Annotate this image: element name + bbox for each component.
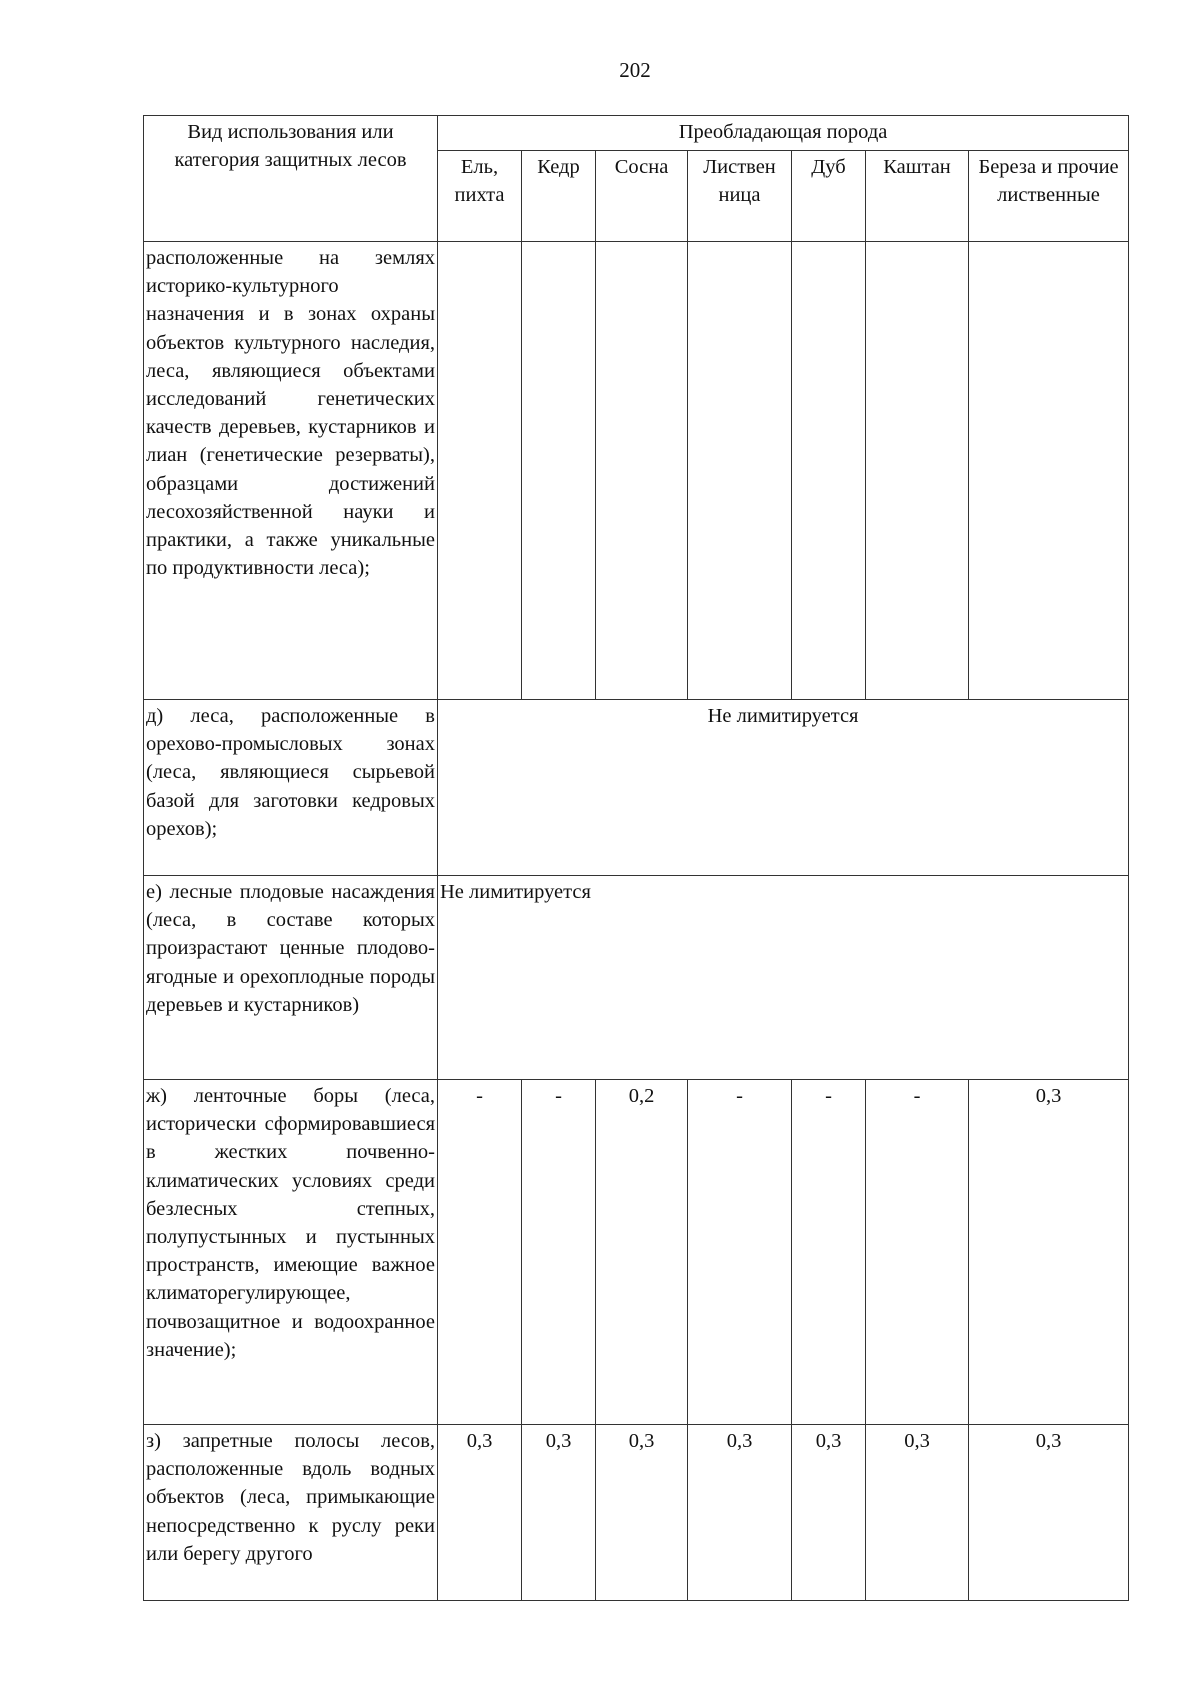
not-limited-cell: Не лимитируется <box>438 876 1129 1080</box>
table-cell: 0,3 <box>438 1425 522 1601</box>
table-row <box>144 700 1129 876</box>
table-cell <box>969 242 1129 700</box>
header-col-pine: Сосна <box>596 151 688 242</box>
header-col-birch-other: Береза и прочие лиственные <box>969 151 1129 242</box>
row-label: ж) ленточные боры (леса, исторически сформировавшиеся в жестких почвенно-климатических условиях среди безлесных степных, полупустынных и пустынных пространств, имеющие важное климаторегулирующее, почвозащитное и водоохранное значение); <box>144 1080 438 1425</box>
row-label: з) запретные полосы лесов, расположенные вдоль водных объектов (леса, примыкающие непосредственно к руслу реки или берегу другого <box>144 1425 438 1601</box>
protective-forests-table <box>143 115 1129 1601</box>
table-row <box>144 1080 1129 1425</box>
table-cell: 0,3 <box>969 1425 1129 1601</box>
header-col-chestnut: Каштан <box>866 151 969 242</box>
row-label: д) леса, расположенные в орехово-промысловых зонах (леса, являющиеся сырьевой базой для заготовки кедровых орехов); <box>144 700 438 876</box>
table-cell <box>522 242 596 700</box>
table-cell: - <box>522 1080 596 1425</box>
table-cell <box>438 242 522 700</box>
table-cell <box>688 242 792 700</box>
header-col-larch: Листвен ница <box>688 151 792 242</box>
page-number: 202 <box>619 58 651 82</box>
table-cell: - <box>866 1080 969 1425</box>
not-limited-cell: Не лимитируется <box>438 700 1129 876</box>
table-cell: 0,2 <box>596 1080 688 1425</box>
row-label: расположенные на землях историко-культурного назначения и в зонах охраны объектов культурного наследия, леса, являющиеся объектами исследований генетических качеств деревьев, кустарников и лиан (генетические резерваты), образцами достижений лесохозяйственной науки и практики, а также уникальные по продуктивности леса); <box>144 242 438 700</box>
table-cell: - <box>438 1080 522 1425</box>
header-col-oak: Дуб <box>792 151 866 242</box>
row-label: е) лесные плодовые насаждения (леса, в составе которых произрастают ценные плодово-ягодные и орехоплодные породы деревьев и кустарников) <box>144 876 438 1080</box>
table-row <box>144 1425 1129 1601</box>
table-row <box>144 876 1129 1080</box>
table-cell: 0,3 <box>969 1080 1129 1425</box>
table-cell: 0,3 <box>522 1425 596 1601</box>
table-cell: 0,3 <box>866 1425 969 1601</box>
table-cell: 0,3 <box>688 1425 792 1601</box>
header-col-spruce-fir: Ель, пихта <box>438 151 522 242</box>
table-cell: - <box>792 1080 866 1425</box>
header-first-column: Вид использования или категория защитных лесов <box>144 116 438 242</box>
table-row <box>144 242 1129 700</box>
table-cell <box>596 242 688 700</box>
table-cell <box>866 242 969 700</box>
table-cell <box>792 242 866 700</box>
table-cell: 0,3 <box>792 1425 866 1601</box>
table-cell: - <box>688 1080 792 1425</box>
header-col-cedar: Кедр <box>522 151 596 242</box>
table-cell: 0,3 <box>596 1425 688 1601</box>
header-row-1 <box>144 116 1129 151</box>
header-group-predominant-species: Преобладающая порода <box>438 116 1129 151</box>
